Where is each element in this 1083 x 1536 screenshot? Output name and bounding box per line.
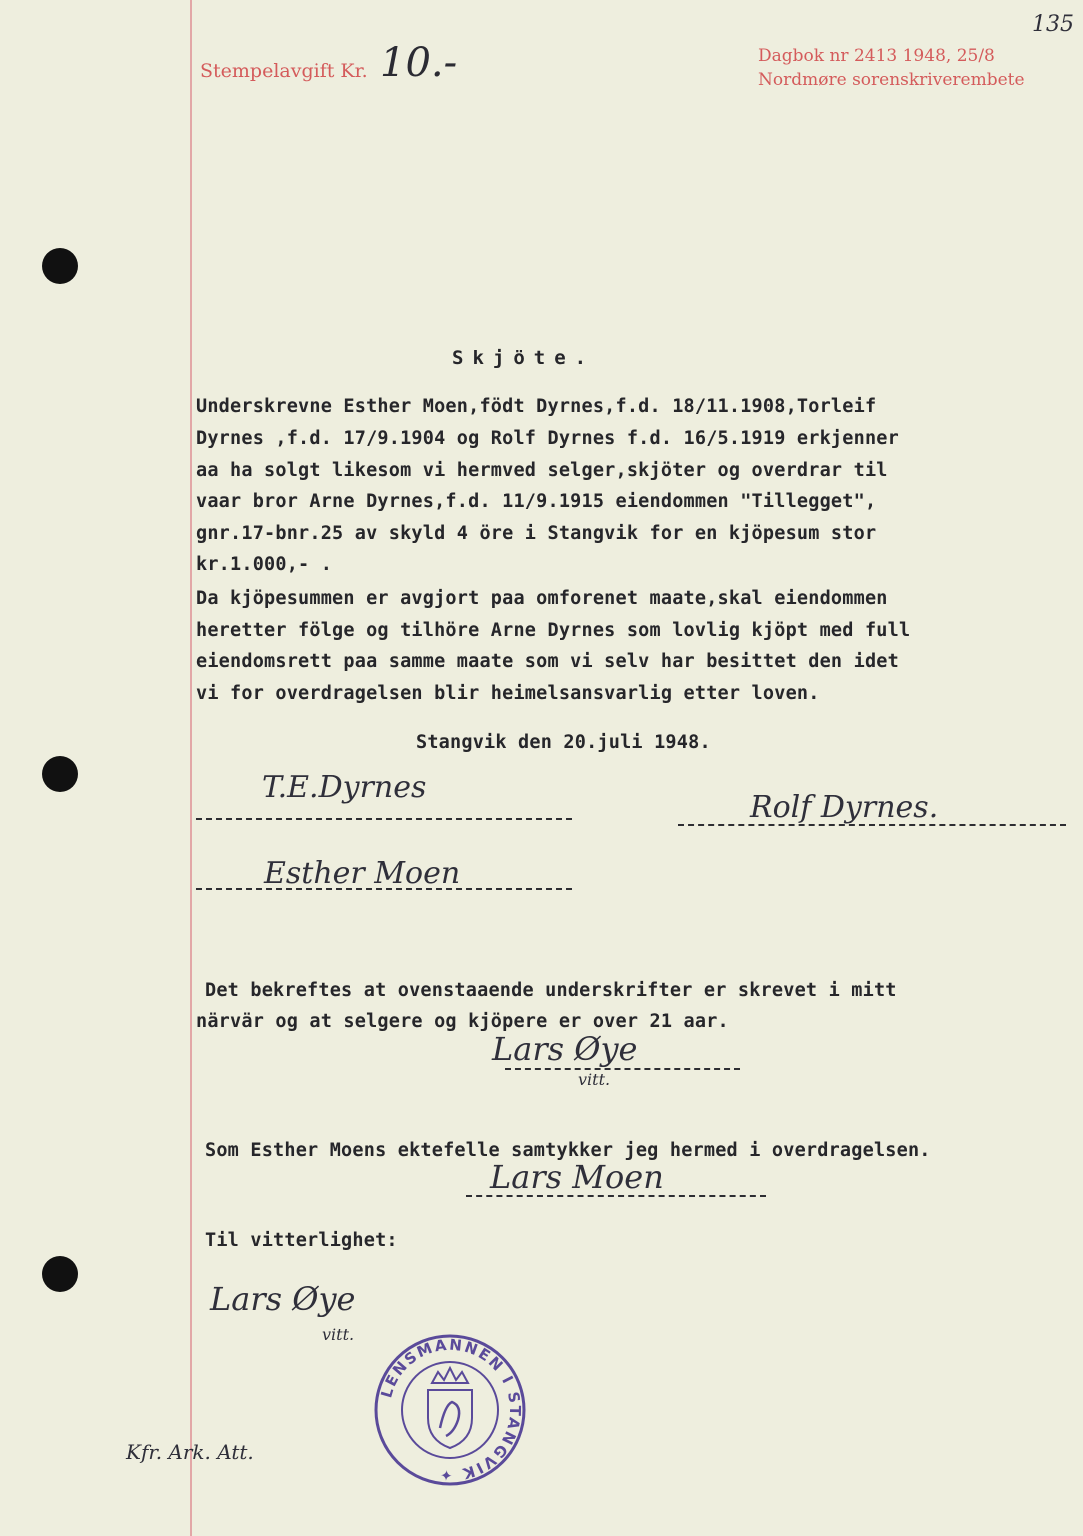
body-line: heretter fölge og tilhöre Arne Dyrnes som lovlig kjöpt med full (196, 620, 911, 641)
body-line: Da kjöpesummen er avgjort paa omforenet maate,skal eiendommen (196, 588, 888, 609)
coat-of-arms-icon (428, 1368, 472, 1448)
margin-note: Kfr. Ark. Att. (126, 1440, 254, 1464)
witness-signature-note: vitt. (322, 1325, 355, 1344)
body-line: gnr.17-bnr.25 av skyld 4 öre i Stangvik for en kjöpesum stor (196, 523, 877, 544)
witness-signature: Lars Øye (210, 1280, 356, 1318)
stamp-fee-value: 10.- (380, 40, 458, 86)
signature-esther-moen: Esther Moen (264, 856, 461, 891)
dagbok-line: Dagbok nr 2413 1948, 25/8 (758, 46, 995, 66)
body-line: eiendomsrett paa samme maate som vi selv har besittet den idet (196, 651, 899, 672)
consent-signature: Lars Moen (490, 1158, 664, 1196)
attest-signature: Lars Øye (492, 1030, 638, 1068)
signature-te-dyrnes: T.E.Dyrnes (262, 770, 427, 805)
signature-rolf-dyrnes: Rolf Dyrnes. (750, 790, 939, 825)
body-line: vaar bror Arne Dyrnes,f.d. 11/9.1915 eiendommen "Tillegget", (196, 491, 877, 512)
attest-line: Det bekreftes at ovenstaaende underskrifter er skrevet i mitt (205, 980, 897, 1001)
stamp-fee-label: Stempelavgift Kr. (200, 60, 368, 82)
seal-lettering: LENSMANNEN I STANGVIK ✦ (377, 1335, 525, 1485)
witness-label: Til vitterlighet: (205, 1230, 398, 1251)
document-title: Skjöte. (452, 347, 596, 369)
body-line: Underskrevne Esther Moen,födt Dyrnes,f.d. 18/11.1908,Torleif (196, 396, 877, 417)
office-line: Nordmøre sorenskriverembete (758, 70, 1025, 90)
attest-signature-note: vitt. (578, 1070, 611, 1089)
place-date: Stangvik den 20.juli 1948. (416, 732, 711, 753)
body-line: aa ha solgt likesom vi hermved selger,skjöter og overdrar til (196, 460, 888, 481)
body-line: vi for overdragelsen blir heimelsansvarlig etter loven. (196, 683, 820, 704)
attest-line: närvär og at selgere og kjöpere er over 21 aar. (196, 1011, 729, 1032)
consent-line: Som Esther Moens ektefelle samtykker jeg hermed i overdragelsen. (205, 1140, 931, 1161)
body-line: Dyrnes ,f.d. 17/9.1904 og Rolf Dyrnes f.d. 16/5.1919 erkjenner (196, 428, 899, 449)
body-line: kr.1.000,- . (196, 554, 333, 575)
folio-number: 135 (1032, 12, 1074, 37)
